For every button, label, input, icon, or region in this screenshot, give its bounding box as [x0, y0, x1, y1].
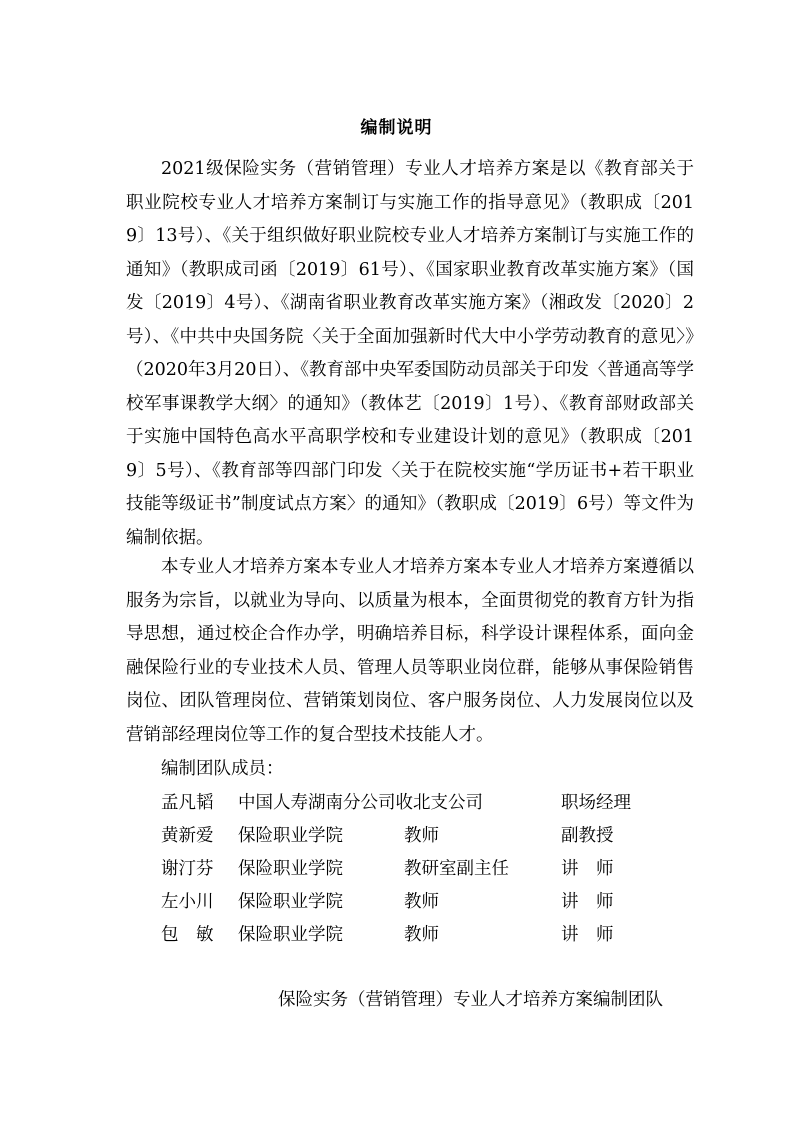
member-role: 教师	[404, 892, 439, 912]
page-title: 编制说明	[360, 118, 433, 138]
member-title: 副教授	[561, 826, 614, 846]
team-label: 编制团队成员：	[161, 759, 284, 779]
member-role: 教师	[404, 925, 439, 945]
member-title: 讲 师	[561, 892, 614, 912]
member-organization: 中国人寿湖南分公司收北支公司	[238, 793, 483, 813]
member-role: 教研室副主任	[404, 859, 509, 879]
team-member-row	[161, 919, 681, 953]
member-name: 左小川	[161, 892, 214, 912]
team-member-row	[161, 886, 681, 920]
footer-signature: 保险实务（营销管理）专业人才培养方案编制团队	[278, 990, 663, 1010]
member-title: 职场经理	[561, 793, 631, 813]
member-title: 讲 师	[561, 925, 614, 945]
member-organization: 保险职业学院	[238, 826, 343, 846]
member-name: 包 敏	[161, 925, 214, 945]
member-name: 谢汀芬	[161, 859, 214, 879]
basis-paragraph: 2021级保险实务（营销管理）专业人才培养方案是以《教育部关于职业院校专业人才培养方案制订与实施工作的指导意见》（教职成〔2019〕13号）、《关于组织做好职业院校专业人才培养方案制订与实施工作的通知》（教职成司函〔2019〕61号）、《国家职业教育改革实施方案》（国发〔2019〕4号）、《湖南省职业教育改革实施方案》（湘政发〔2020〕2号）、《中共中央国务院〈关于全面加强新时代大中小学劳动教育的意见〉》（2020年3月20日）、《教育部中央军委国防动员部关于印发〈普通高等学校军事课教学大纲〉的通知》（教体艺〔2019〕1号）、《教育部财政部关于实施中国特色高水平高职学校和专业建设计划的意见》（教职成〔2019〕5号）、《教育部等四部门印发〈关于在院校实施“学历证书+若干职业技能等级证书”制度试点方案〉的通知》（教职成〔2019〕6号）等文件为编制依据。	[126, 159, 694, 548]
team-member-row	[161, 853, 681, 887]
objective-paragraph: 本专业人才培养方案本专业人才培养方案本专业人才培养方案遵循以服务为宗旨，以就业为导向、以质量为根本，全面贯彻党的教育方针为指导思想，通过校企合作办学，明确培养目标，科学设计课程体系，面向金融保险行业的专业技术人员、管理人员等职业岗位群，能够从事保险销售岗位、团队管理岗位、营销策划岗位、客户服务岗位、人力发展岗位以及营销部经理岗位等工作的复合型技术技能人才。	[126, 557, 694, 745]
member-name: 黄新爱	[161, 826, 214, 846]
member-name: 孟凡韬	[161, 793, 214, 813]
member-title: 讲 师	[561, 859, 614, 879]
member-organization: 保险职业学院	[238, 925, 343, 945]
member-organization: 保险职业学院	[238, 892, 343, 912]
team-member-row	[161, 820, 681, 854]
member-role: 教师	[404, 826, 439, 846]
member-organization: 保险职业学院	[238, 859, 343, 879]
team-member-row	[161, 787, 681, 821]
